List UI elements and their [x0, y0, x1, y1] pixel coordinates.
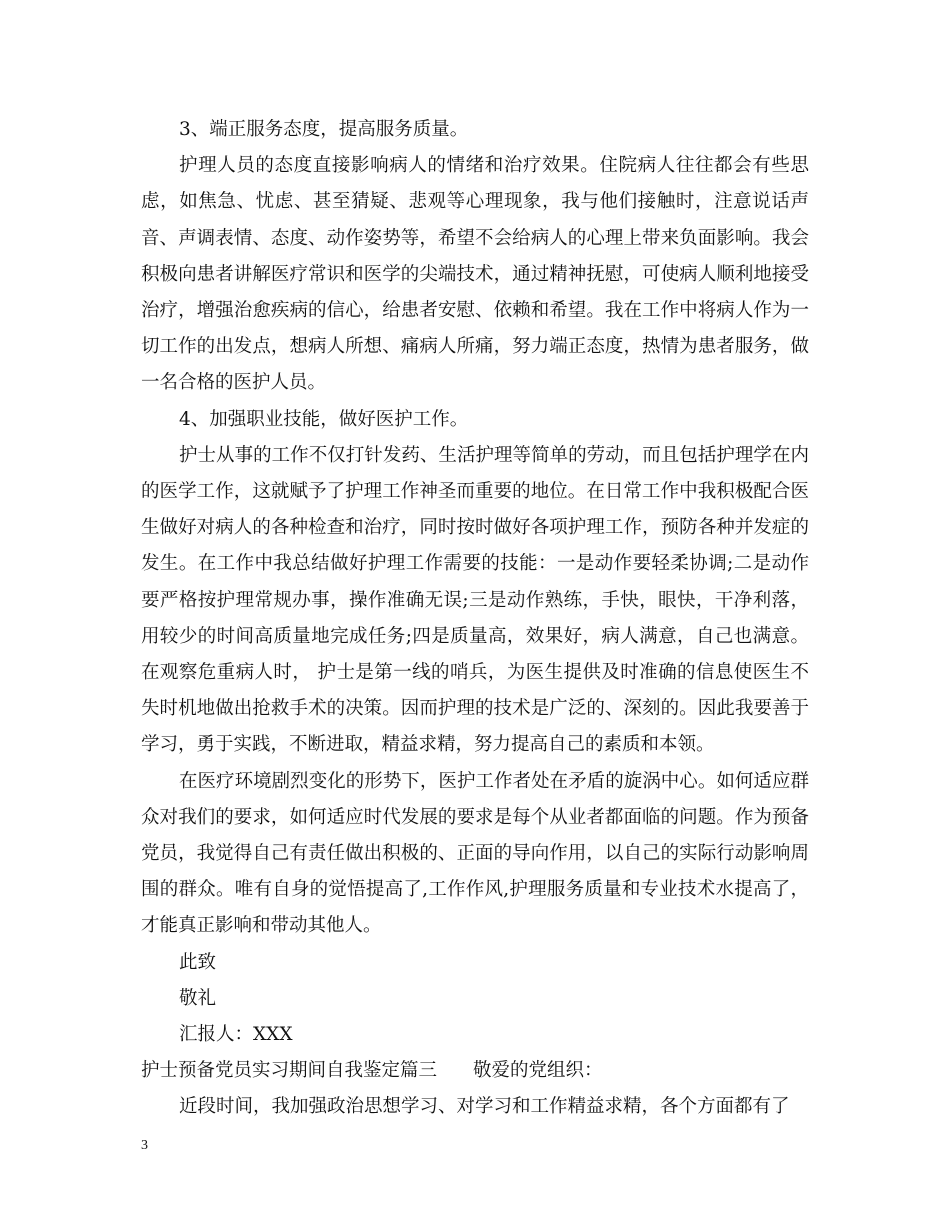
section-4-paragraph: 护士从事的工作不仅打针发药、生活护理等简单的劳动，而且包括护理学在内的医学工作，这就赋予了护理工作神圣而重要的地位。在日常工作中我积极配合医生做好对病人的各种检查和治疗，同时按时做好各项护理工作，预防各种并发症的发生。在工作中我总结做好护理工作需要的技能：一是动作要轻柔协调;二是动作要严格按护理常规办事，操作准确无误;三是动作熟练，手快，眼快，干净利落，用较少的时间高质量地完成任务;四是质量高，效果好，病人满意，自己也满意。在观察危重病人时， 护士是第一线的哨兵，为医生提供及时准确的信息使医生不失时机地做出抢救手术的决策。因而护理的技术是广泛的、深刻的。因此我要善于学习，勇于实践，不断进取，精益求精，努力提高自己的素质和本领。: [141, 444, 809, 756]
salutation-line-2: 敬礼: [179, 987, 217, 1009]
page-number: 3: [141, 1138, 148, 1153]
closing-paragraph: 在医疗环境剧烈变化的形势下，医护工作者处在矛盾的旋涡中心。如何适应群众对我们的要求，如何适应时代发展的要求是每个从业者都面临的问题。作为预备党员，我觉得自己有责任做出积极的、正面的导向作用，以自己的实际行动影响周围的群众。唯有自身的觉悟提高了,工作作风,护理服务质量和专业技术水提高了，才能真正影响和带动其他人。: [141, 770, 809, 937]
reporter-line: 汇报人：XXX: [179, 1024, 293, 1046]
section-3-paragraph: 护理人员的态度直接影响病人的情绪和治疗效果。住院病人往往都会有些思虑，如焦急、忧虑、甚至猜疑、悲观等心理现象，我与他们接触时，注意说话声音、声调表情、态度、动作姿势等，希望不会给病人的心理上带来负面影响。我会积极向患者讲解医疗常识和医学的尖端技术，通过精神抚慰，可使病人顺利地接受治疗，增强治愈疾病的信心，给患者安慰、依赖和希望。我在工作中将病人作为一切工作的出发点，想病人所想、痛病人所痛，努力端正态度，热情为患者服务，做一名合格的医护人员。: [141, 155, 809, 394]
next-section-title: 护士预备党员实习期间自我鉴定篇三: [141, 1060, 438, 1082]
next-section-paragraph: 近段时间，我加强政治思想学习、对学习和工作精益求精，各个方面都有了: [179, 1096, 790, 1118]
section-3-heading: 3、端正服务态度，提高服务质量。: [179, 119, 469, 140]
next-section-greeting: 敬爱的党组织：: [473, 1060, 603, 1082]
section-4-heading: 4、加强职业技能，做好医护工作。: [179, 408, 469, 430]
document-body: [141, 112, 809, 1126]
next-section-title-line: [141, 1053, 809, 1089]
salutation-line-1: 此致: [179, 951, 217, 973]
